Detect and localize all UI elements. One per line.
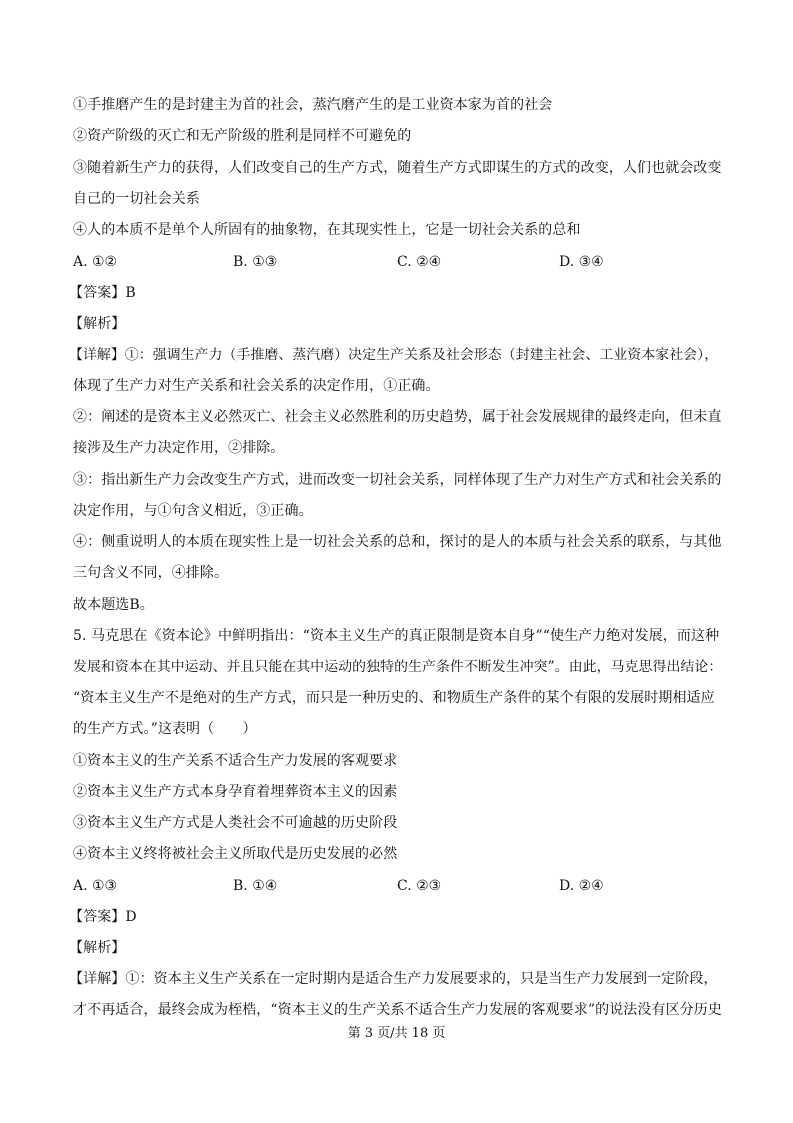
q4-option-c: C. ②④ (397, 254, 442, 270)
q5-option-b: B. ①④ (233, 878, 278, 894)
q5-option-a: A. ①③ (73, 878, 118, 894)
q4-conclusion: 故本题选B。 (73, 597, 154, 613)
q5-options (73, 877, 733, 895)
q4-analysis-line-6: 决定作用，与①句含义相近，③正确。 (73, 503, 313, 519)
q5-option-c: C. ②③ (397, 878, 442, 894)
q5-statement-2: ②资本主义生产方式本身孕育着埋葬资本主义的因素 (73, 784, 398, 800)
q4-option-b: B. ①③ (233, 254, 278, 270)
q4-analysis-line-1: 【详解】①：强调生产力（手推磨、蒸汽磨）决定生产关系及社会形态（封建主社会、工业资本家社会）， (69, 347, 719, 363)
q4-statement-2: ②资产阶级的灭亡和无产阶级的胜利是同样不可避免的 (73, 128, 412, 144)
q5-stem-line-4: 的生产方式。”这表明（ ） (73, 721, 257, 737)
q4-analysis-line-2: 体现了生产力对生产关系和社会关系的决定作用，①正确。 (73, 378, 440, 394)
q4-statement-3: ③随着新生产力的获得，人们改变自己的生产方式，随着生产方式即谋生的方式的改变，人们也就会改变 (73, 160, 722, 176)
page-number: 第 3 页/共 18 页 (347, 1026, 446, 1041)
q4-analysis-label: 【解析】 (69, 316, 126, 332)
q5-stem-line-1: 5. 马克思在《资本论》中鲜明指出：“资本主义生产的真正限制是资本自身”“使生产力绝对发展，而这种 (73, 628, 720, 644)
q4-statement-3-cont: 自己的一切社会关系 (73, 191, 200, 207)
q4-answer: 【答案】B (69, 285, 136, 301)
q5-analysis-label: 【解析】 (69, 940, 126, 956)
q4-options (73, 253, 733, 271)
q4-analysis-line-5: ③：指出新生产力会改变生产方式，进而改变一切社会关系，同样体现了生产力对生产方式和社会关系的 (73, 472, 722, 488)
q4-option-a: A. ①② (73, 254, 118, 270)
q5-answer: 【答案】D (69, 909, 137, 925)
q4-statement-1: ①手推磨产生的是封建主为首的社会，蒸汽磨产生的是工业资本家为首的社会 (73, 97, 553, 113)
q5-analysis-line-2: 才不再适合，最终会成为桎梏，“资本主义的生产关系不适合生产力发展的客观要求”的说法没有区分历史 (73, 1002, 723, 1018)
q5-stem-line-3: “资本主义生产不是绝对的生产方式，而只是一种历史的、和物质生产条件的某个有限的发展时期相适应 (73, 690, 715, 706)
q5-statement-1: ①资本主义的生产关系不适合生产力发展的客观要求 (73, 753, 398, 769)
q5-option-d: D. ②④ (559, 878, 604, 894)
q4-option-d: D. ③④ (559, 254, 604, 270)
q5-stem-line-2: 发展和资本在其中运动、并且只能在其中运动的独特的生产条件不断发生冲突”。由此，马克思得出结论： (73, 659, 723, 675)
q4-analysis-line-8: 三句含义不同，④排除。 (73, 565, 229, 581)
q4-analysis-line-7: ④：侧重说明人的本质在现实性上是一切社会关系的总和，探讨的是人的本质与社会关系的联系，与其他 (73, 534, 722, 550)
q5-analysis-line-1: 【详解】①：资本主义生产关系在一定时期内是适合生产力发展要求的，只是当生产力发展到一定阶段， (69, 971, 718, 987)
q5-statement-3: ③资本主义生产方式是人类社会不可逾越的历史阶段 (73, 815, 398, 831)
q4-statement-4: ④人的本质不是单个人所固有的抽象物，在其现实性上，它是一切社会关系的总和 (73, 222, 581, 238)
q4-analysis-line-3: ②：阐述的是资本主义必然灭亡、社会主义必然胜利的历史趋势，属于社会发展规律的最终走向，但未直 (73, 409, 722, 425)
q5-statement-4: ④资本主义终将被社会主义所取代是历史发展的必然 (73, 846, 398, 862)
q4-analysis-line-4: 接涉及生产力决定作用，②排除。 (73, 440, 285, 456)
